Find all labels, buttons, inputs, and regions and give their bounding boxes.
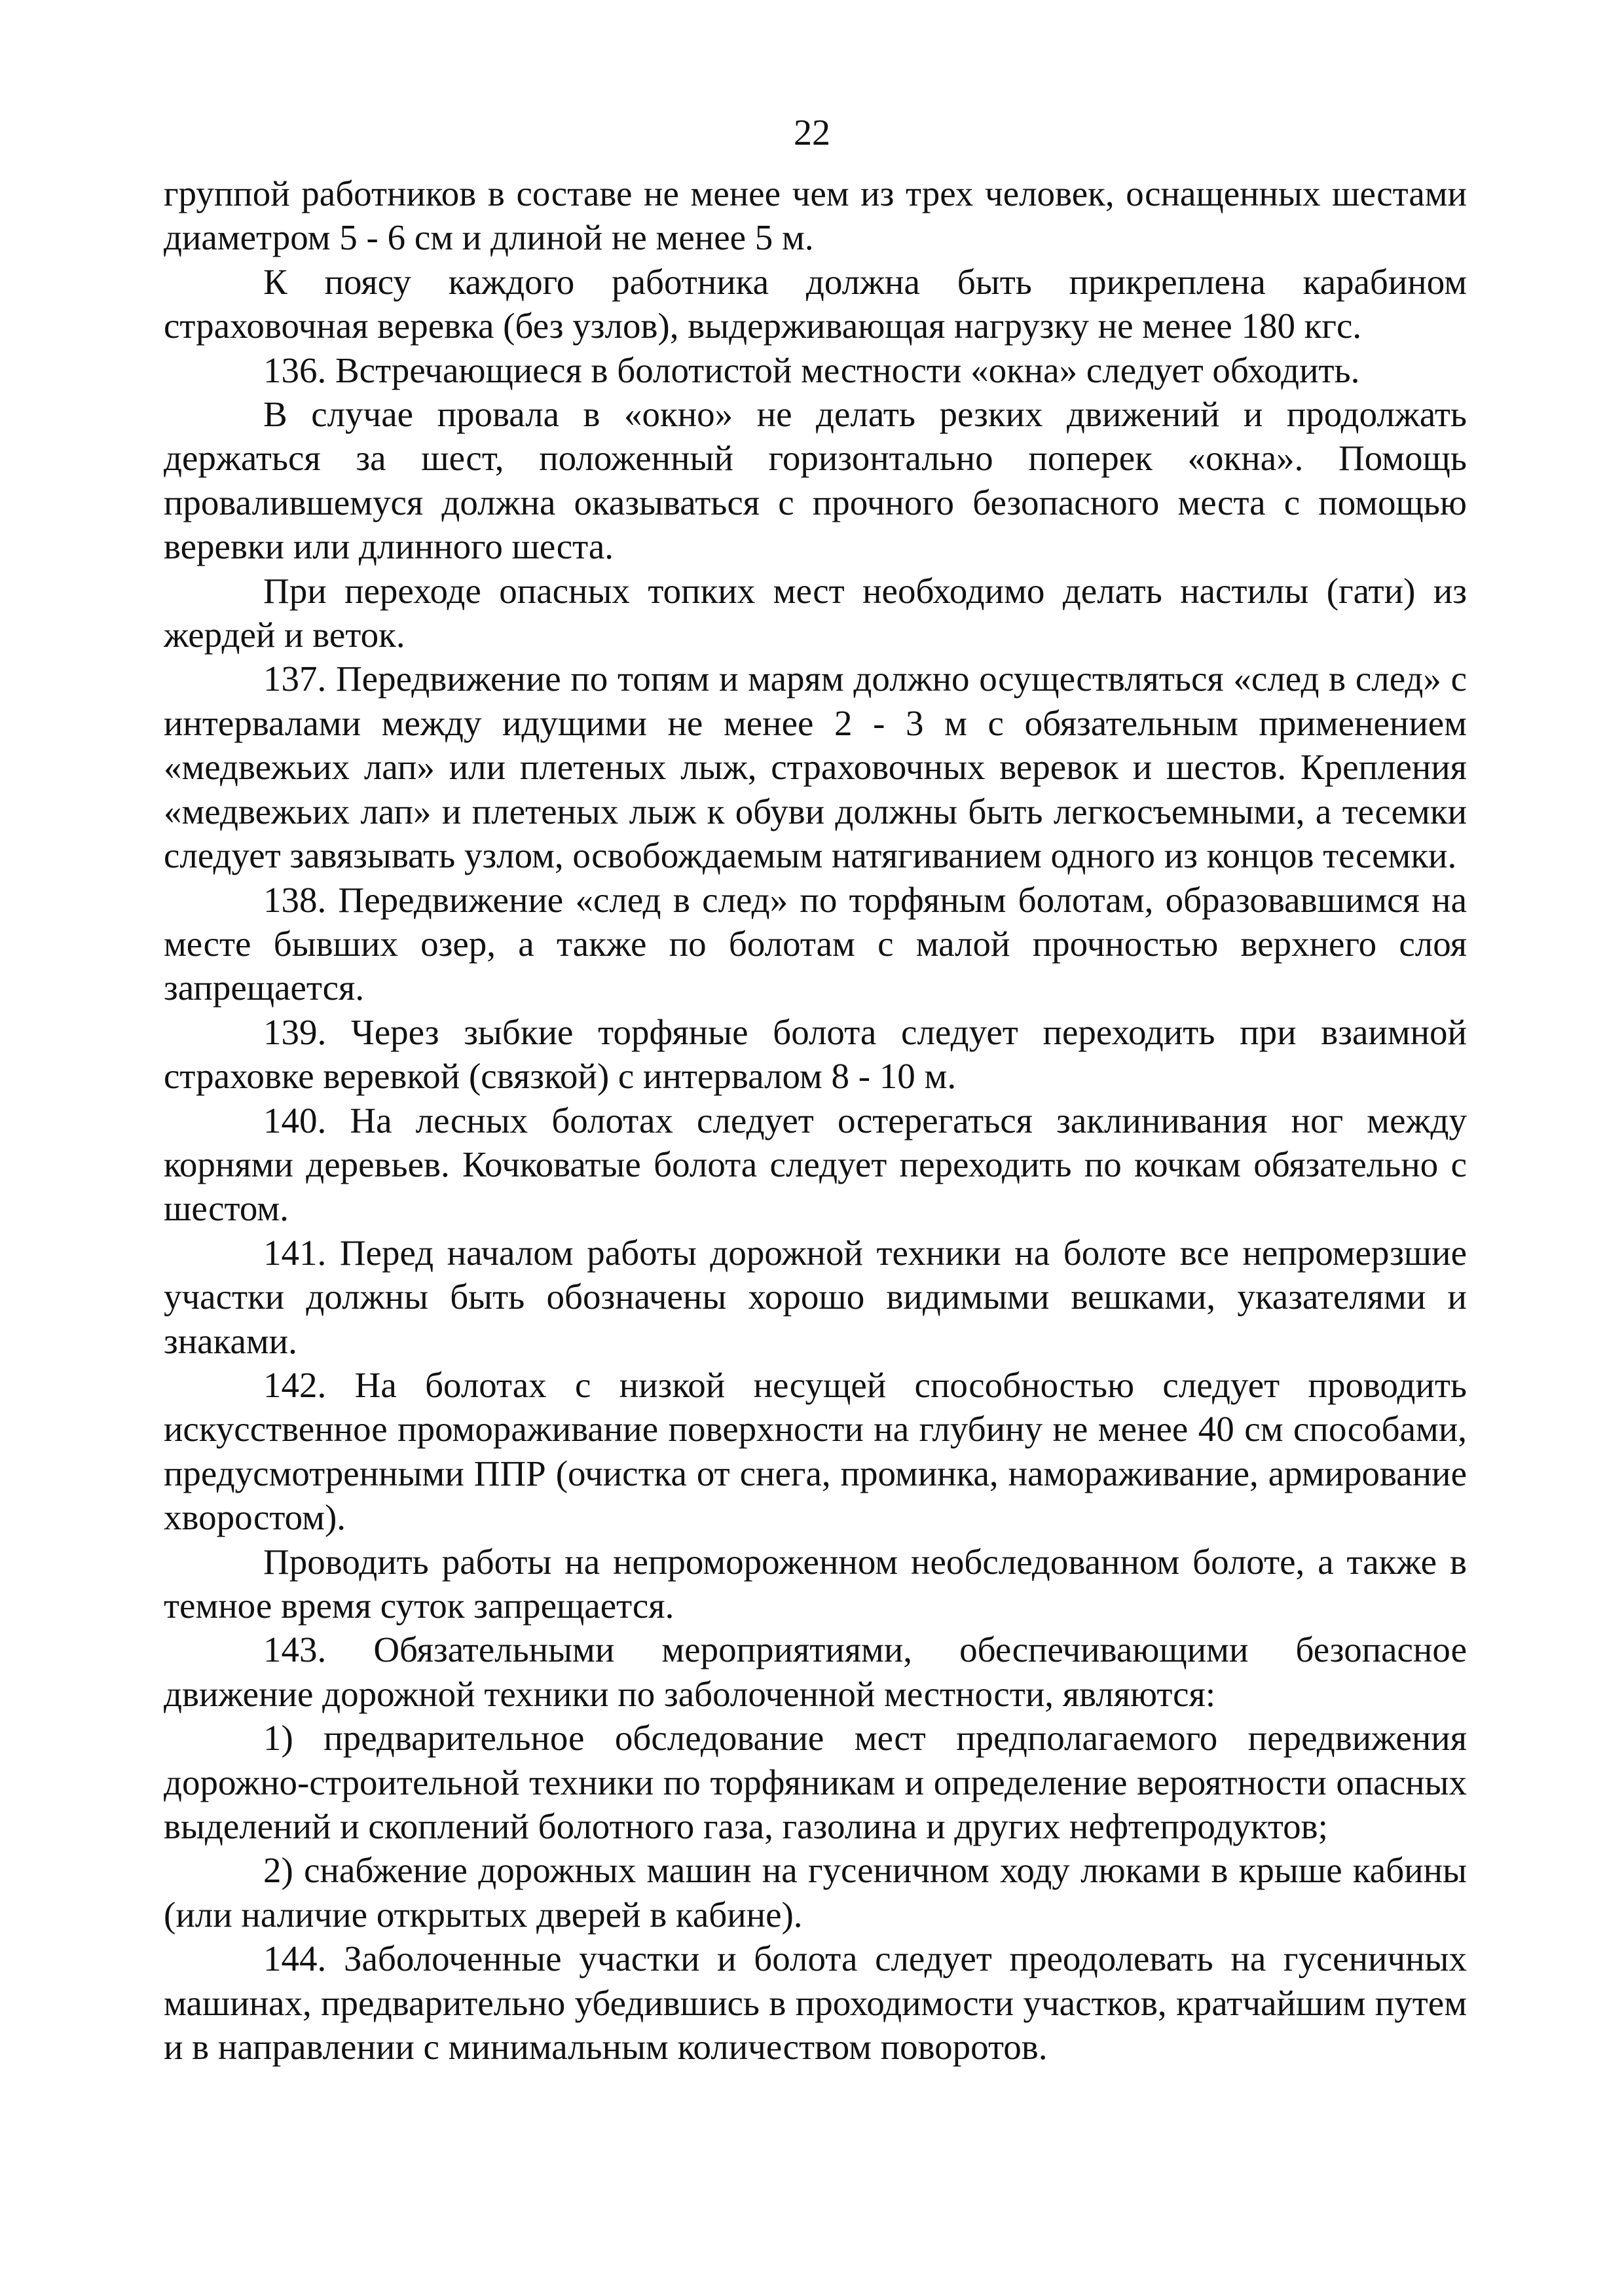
paragraph-136-flooring: При переходе опасных топких мест необходимо делать настилы (гати) из жердей и веток. xyxy=(164,570,1467,655)
paragraph-142: 142. На болотах с низкой несущей способностью следует проводить искусственное промораживание поверхности на глубину не менее 40 см способами, предусмотренными ППР (очистка от снега, проминка, намораживание, армирование хворостом). xyxy=(164,1364,1467,1538)
paragraph-140: 140. На лесных болотах следует остерегаться заклинивания ног между корнями деревьев. Кочковатые болота следует переходить по кочкам обязательно с шестом. xyxy=(164,1100,1467,1229)
document-body xyxy=(164,172,1467,2069)
paragraph-137: 137. Передвижение по топям и марям должно осуществляться «след в след» с интервалами между идущими не менее 2 - 3 м с обязательным применением «медвежьих лап» или плетеных лыж, страховочных веревок и шестов. Крепления «медвежьих лап» и плетеных лыж к обуви должны быть легкосъемными, а тесемки следует завязывать узлом, освобождаемым натягиванием одного из концов тесемки. xyxy=(164,659,1467,876)
paragraph-143: 143. Обязательными мероприятиями, обеспечивающими безопасное движение дорожной техники по заболоченной местности, являются: xyxy=(164,1630,1467,1714)
paragraph-136: 136. Встречающиеся в болотистой местности «окна» следует обходить. xyxy=(263,350,1360,390)
paragraph-144: 144. Заболоченные участки и болота следует преодолевать на гусеничных машинах, предварительно убедившись в проходимости участков, кратчайшим путем и в направлении с минимальным количеством поворотов. xyxy=(164,1939,1467,2068)
paragraph-138: 138. Передвижение «след в след» по торфяным болотам, образовавшимся на месте бывших озер, а также по болотам с малой прочностью верхнего слоя запрещается. xyxy=(164,879,1467,1008)
paragraph-136-window-fall: В случае провала в «окно» не делать резких движений и продолжать держаться за шест, положенный горизонтально поперек «окна». Помощь провалившемуся должна оказываться с прочного безопасного места с помощью веревки или длинного шеста. xyxy=(164,394,1467,567)
paragraph-142-prohibition: Проводить работы на непромороженном необследованном болоте, а также в темное время суток запрещается. xyxy=(164,1541,1467,1626)
paragraph-139: 139. Через зыбкие торфяные болота следует переходить при взаимной страховке веревкой (связкой) с интервалом 8 - 10 м. xyxy=(164,1011,1467,1097)
page-number: 22 xyxy=(794,113,830,153)
paragraph-safety-rope: К поясу каждого работника должна быть прикреплена карабином страховочная веревка (без узлов), выдерживающая нагрузку не менее 180 кгс. xyxy=(164,261,1467,346)
paragraph-143-item-2: 2) снабжение дорожных машин на гусеничном ходу люками в крыше кабины (или наличие открытых дверей в кабине). xyxy=(164,1850,1467,1935)
paragraph-141: 141. Перед началом работы дорожной техники на болоте все непромерзшие участки должны быть обозначены хорошо видимыми вешками, указателями и знаками. xyxy=(164,1232,1467,1361)
paragraph-continuation: группой работников в составе не менее чем из трех человек, оснащенных шестами диаметром 5 - 6 см и длиной не менее 5 м. xyxy=(164,173,1467,258)
paragraph-143-item-1: 1) предварительное обследование мест предполагаемого передвижения дорожно-строительной техники по торфяникам и определение вероятности опасных выделений и скоплений болотного газа, газолина и других нефтепродуктов; xyxy=(164,1718,1467,1847)
